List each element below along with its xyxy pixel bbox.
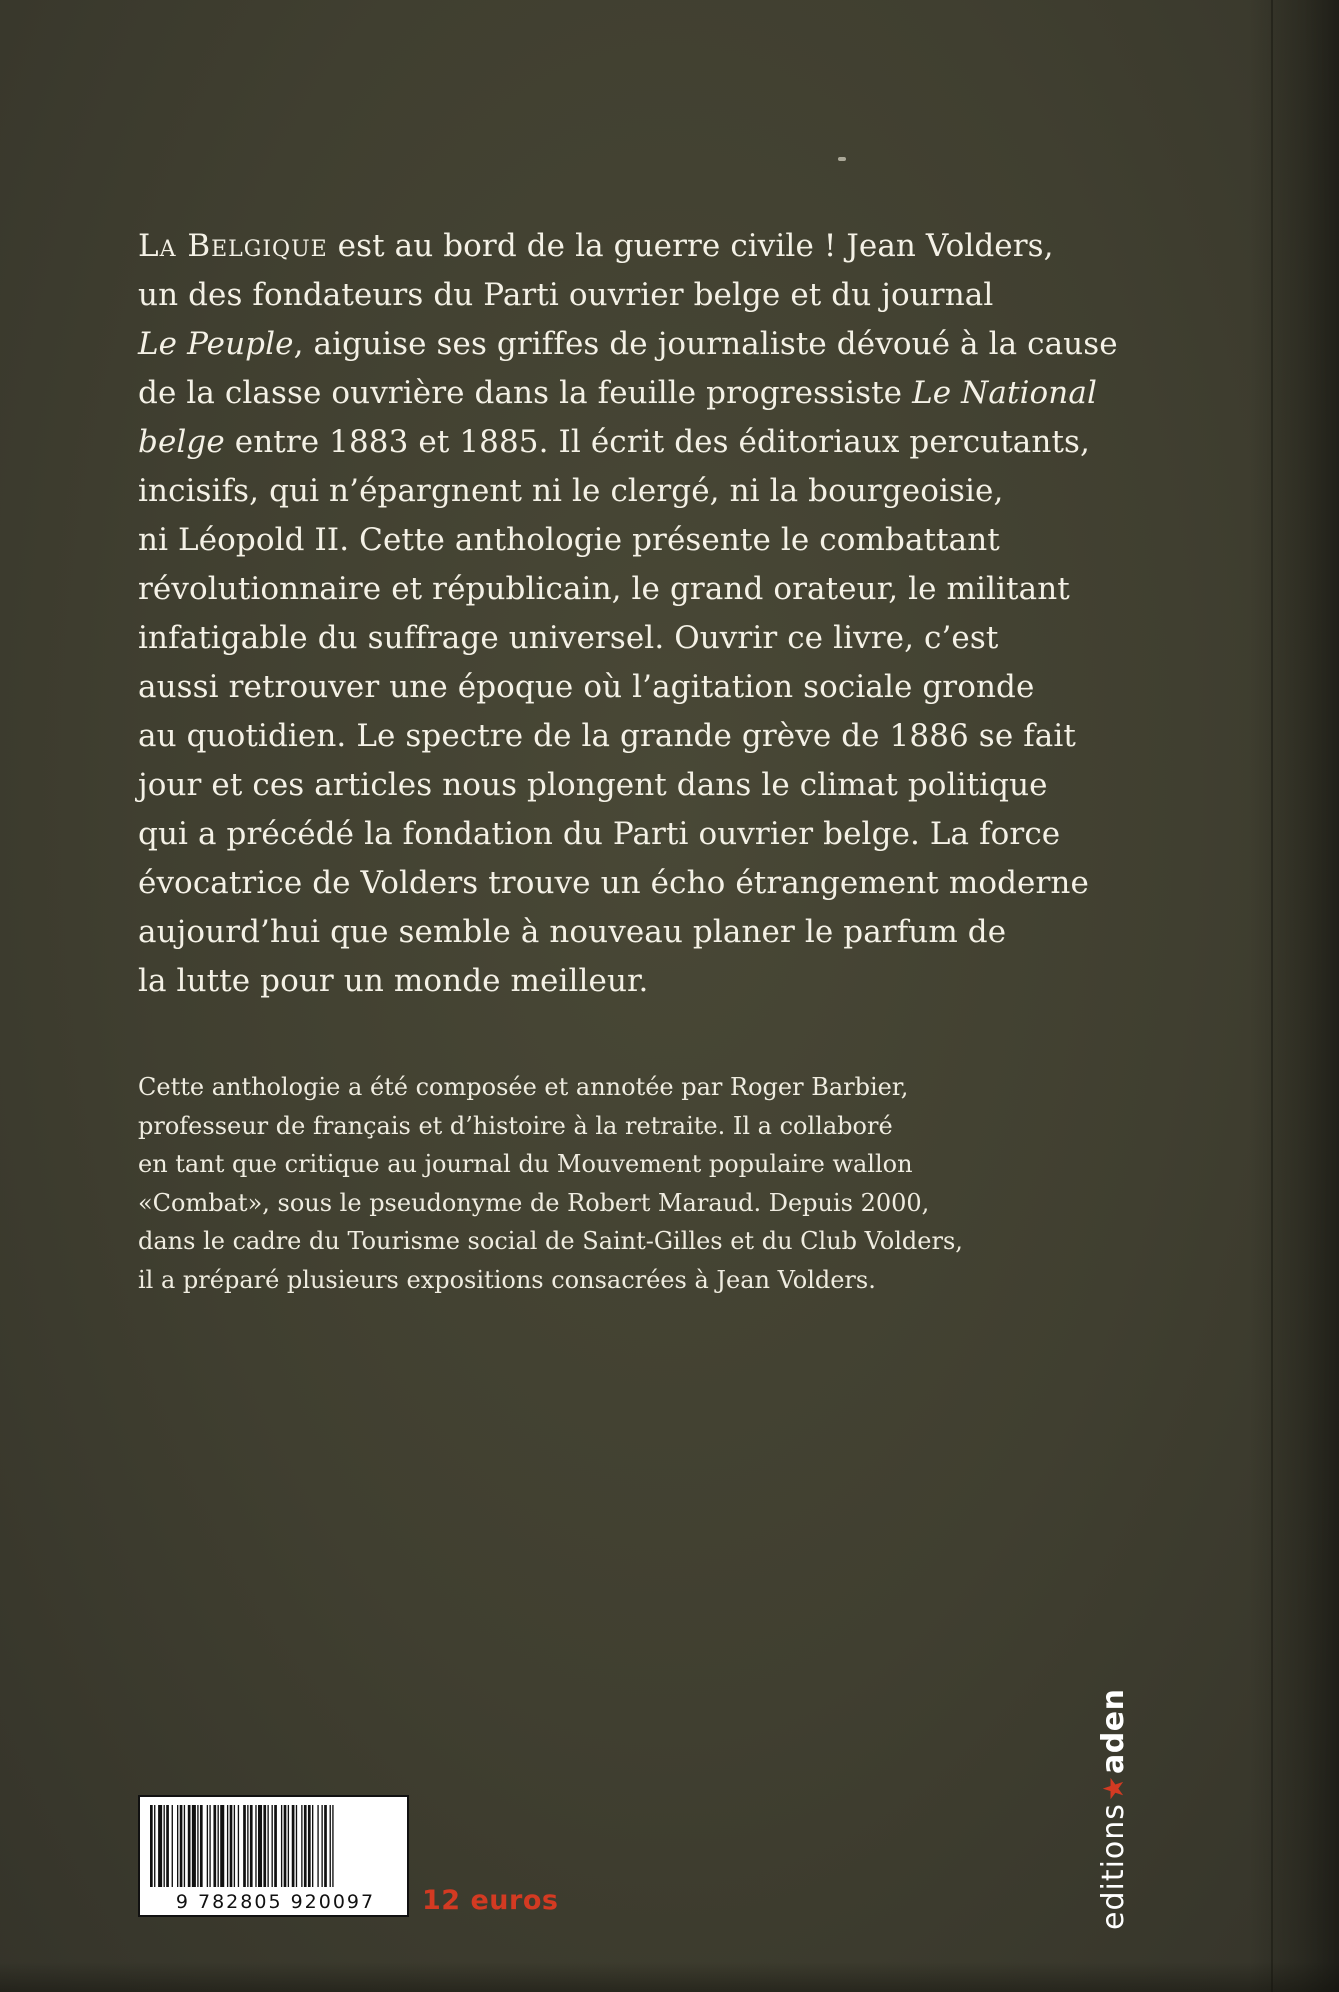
- star-icon: ★: [1097, 1775, 1130, 1802]
- blurb-line: [138, 271, 1138, 320]
- barcode-bar: [247, 1805, 248, 1887]
- barcode-bar: [324, 1805, 327, 1887]
- blurb-line: [138, 369, 1138, 418]
- barcode-bar: [197, 1805, 198, 1887]
- barcode-bar: [255, 1805, 256, 1887]
- bio-line: «Combat», sous le pseudonyme de Robert Maraud. Depuis 2000,: [138, 1188, 930, 1217]
- blurb-text: jour et ces articles nous plongent dans le climat politique: [138, 767, 1048, 803]
- barcode-bar: [267, 1805, 268, 1887]
- barcode-bar: [154, 1805, 155, 1887]
- blurb-text: infatigable du suffrage universel. Ouvrir ce livre, c’est: [138, 620, 999, 656]
- blurb-text: au quotidien. Le spectre de la grande grève de 1886 se fait: [138, 718, 1076, 754]
- barcode-bar: [220, 1805, 224, 1887]
- italic-title: Le National: [912, 375, 1097, 411]
- blurb-line: [138, 516, 1138, 565]
- blurb-line: [138, 908, 1138, 957]
- barcode-bar: [296, 1805, 297, 1887]
- price-label: 12 euros: [422, 1885, 559, 1916]
- barcode-bar: [166, 1805, 169, 1887]
- bio-line: en tant que critique au journal du Mouvement populaire wallon: [138, 1150, 913, 1178]
- blurb-line: [138, 222, 1138, 271]
- blurb-text: aujourd’hui que semble à nouveau planer le parfum de: [138, 914, 1007, 950]
- blurb-line: [138, 418, 1138, 467]
- barcode-bar: [288, 1805, 289, 1887]
- blurb-text: La Belgique: [138, 228, 328, 264]
- isbn-number: 9 782805 920097: [144, 1891, 407, 1913]
- bio-line: professeur de français et d’histoire à la retraite. Il a collaboré: [138, 1111, 893, 1140]
- blurb-line: [138, 957, 1138, 1006]
- blurb-line: [138, 614, 1138, 663]
- bio-line: il a préparé plusieurs expositions consacrées à Jean Volders.: [138, 1265, 876, 1294]
- blurb-line: [138, 467, 1138, 516]
- blurb-text: est au bord de la guerre civile ! Jean Volders,: [327, 228, 1054, 264]
- blurb-text: la lutte pour un monde meilleur.: [138, 963, 649, 999]
- barcode-bar: [200, 1805, 203, 1887]
- barcode-bar: [330, 1805, 331, 1887]
- blurb-text: un des fondateurs du Parti ouvrier belge et du journal: [138, 277, 994, 313]
- barcode-bar: [272, 1805, 273, 1887]
- barcode-bar: [207, 1805, 208, 1887]
- barcode-bar: [180, 1805, 183, 1887]
- blurb-text: , aiguise ses griffes de journaliste dévoué à la cause: [293, 326, 1118, 362]
- barcode-bar: [164, 1805, 165, 1887]
- barcode-bar: [250, 1805, 253, 1887]
- barcode-bar: [243, 1805, 246, 1887]
- barcode-bar: [317, 1805, 318, 1887]
- publisher-name: aden: [1096, 1688, 1131, 1774]
- italic-title: Le Peuple: [138, 326, 294, 362]
- isbn-barcode: [138, 1795, 409, 1917]
- blurb-text: révolutionnaire et républicain, le grand orateur, le militant: [138, 571, 1070, 607]
- blurb-line: [138, 565, 1138, 614]
- barcode-bar: [274, 1805, 277, 1887]
- barcode-bars: [150, 1805, 401, 1887]
- barcode-bar: [284, 1805, 287, 1887]
- barcode-bar: [301, 1805, 302, 1887]
- blurb-text: qui a précédé la fondation du Parti ouvrier belge. La force: [138, 816, 1061, 852]
- blurb-text: ni Léopold II. Cette anthologie présente le combattant: [138, 522, 1000, 558]
- barcode-bar: [184, 1805, 185, 1887]
- barcode-bar: [177, 1805, 178, 1887]
- blurb-text: entre 1883 et 1885. Il écrit des éditoriaux percutants,: [224, 424, 1090, 460]
- dust-speck: [838, 157, 846, 161]
- blurb-paragraph: [138, 222, 1138, 1006]
- barcode-bar: [218, 1805, 219, 1887]
- barcode-bar: [238, 1805, 239, 1887]
- barcode-bar: [192, 1805, 196, 1887]
- barcode-bar: [209, 1805, 210, 1887]
- publisher-logo: [1096, 1689, 1131, 1930]
- barcode-bar: [227, 1805, 228, 1887]
- barcode-bar: [213, 1805, 216, 1887]
- blurb-line: [138, 320, 1138, 369]
- barcode-bar: [188, 1805, 191, 1887]
- barcode-bar: [230, 1805, 233, 1887]
- barcode-bar: [172, 1805, 173, 1887]
- barcode-bar: [281, 1805, 282, 1887]
- cover-right-edge: [1249, 0, 1339, 1992]
- barcode-bar: [158, 1805, 162, 1887]
- blurb-text: incisifs, qui n’épargnent ni le clergé, ni la bourgeoisie,: [138, 473, 1004, 509]
- barcode-bar: [308, 1805, 311, 1887]
- blurb-line: [138, 810, 1138, 859]
- blurb-text: de la classe ouvrière dans la feuille progressiste: [138, 375, 913, 411]
- barcode-bar: [292, 1805, 295, 1887]
- blurb-line: [138, 859, 1138, 908]
- cover-bottom-edge: [0, 1962, 1339, 1992]
- barcode-bar: [304, 1805, 307, 1887]
- barcode-bar: [332, 1805, 333, 1887]
- publisher-prefix: editions: [1096, 1803, 1131, 1930]
- barcode-bar: [312, 1805, 313, 1887]
- italic-title: belge: [138, 424, 225, 460]
- bio-line: Cette anthologie a été composée et annotée par Roger Barbier,: [138, 1073, 909, 1101]
- barcode-bar: [150, 1805, 153, 1887]
- blurb-line: [138, 712, 1138, 761]
- spine-crease: [1271, 0, 1273, 1992]
- barcode-bar: [321, 1805, 322, 1887]
- blurb-line: [138, 761, 1138, 810]
- author-bio-paragraph: [138, 1068, 1138, 1299]
- bio-line: dans le cadre du Tourisme social de Saint-Gilles et du Club Volders,: [138, 1227, 963, 1255]
- barcode-bar: [258, 1805, 262, 1887]
- barcode-bar: [234, 1805, 235, 1887]
- barcode-bar: [263, 1805, 266, 1887]
- blurb-text: aussi retrouver une époque où l’agitation sociale gronde: [138, 669, 1035, 705]
- blurb-line: [138, 663, 1138, 712]
- blurb-text: évocatrice de Volders trouve un écho étrangement moderne: [138, 865, 1089, 901]
